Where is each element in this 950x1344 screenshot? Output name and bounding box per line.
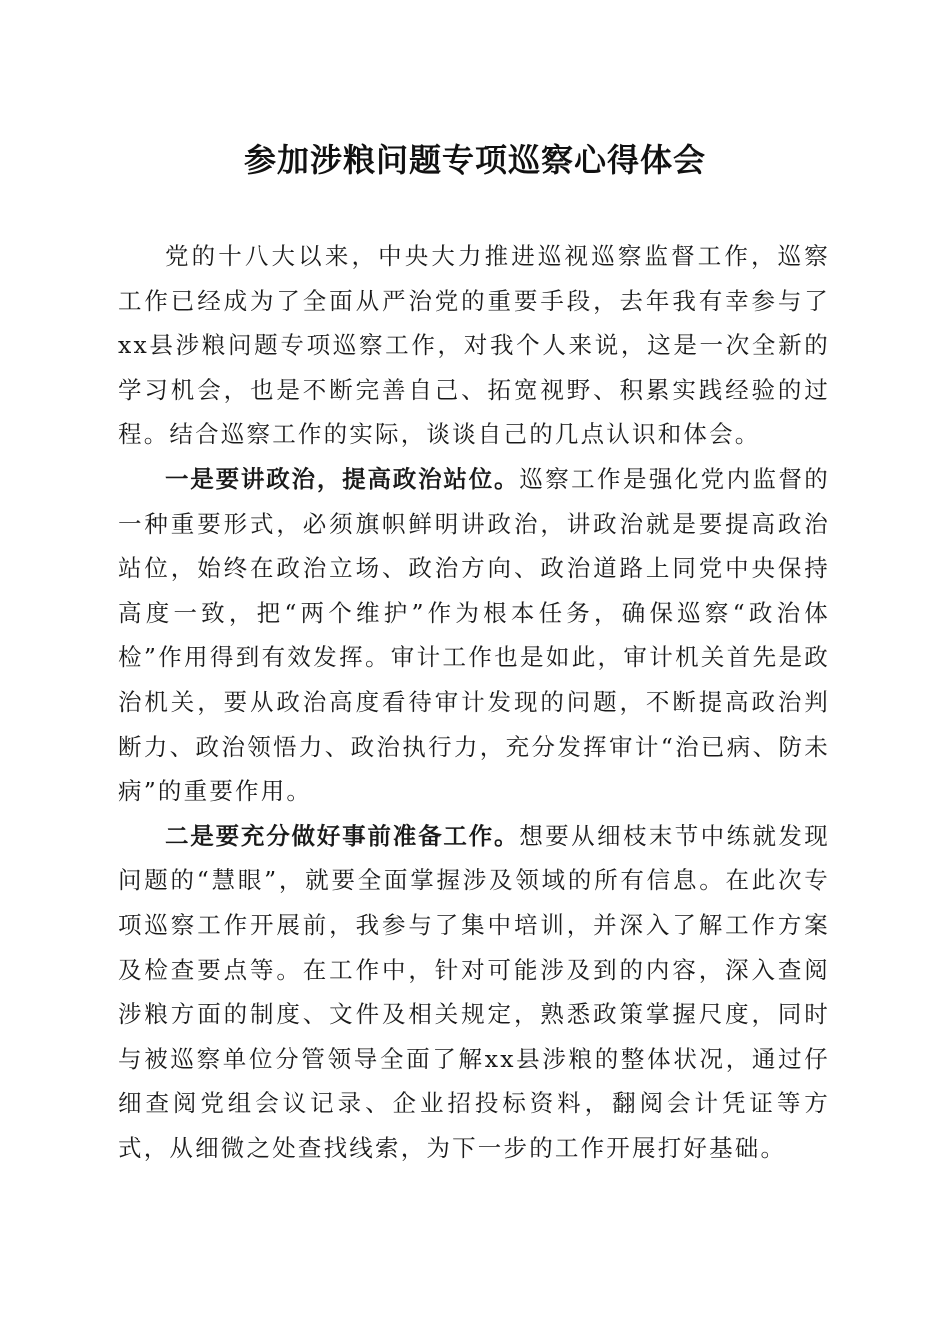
paragraph-intro — [118, 234, 830, 457]
paragraph-point-two-text: 想要从细枝末节中练就发现问题的“慧眼”，就要全面掌握涉及领域的所有信息。在此次专项巡察工作开展前，我参与了集中培训，并深入了解工作方案及检查要点等。在工作中，针对可能涉及到的内容，深入查阅涉粮方面的制度、文件及相关规定，熟悉政策掌握尺度，同时与被巡察单位分管领导全面了解xx县涉粮的整体状况，通过仔细查阅党组会议记录、企业招投标资料，翻阅会计凭证等方式，从细微之处查找线索，为下一步的工作开展打好基础。 — [118, 821, 830, 1162]
document-body — [118, 234, 830, 1170]
paragraph-point-two-heading: 二是要充分做好事前准备工作。 — [165, 821, 520, 850]
paragraph-point-one-heading: 一是要讲政治，提高政治站位。 — [165, 464, 520, 493]
document-title: 参加涉粮问题专项巡察心得体会 — [243, 141, 706, 179]
paragraph-point-one-text: 巡察工作是强化党内监督的一种重要形式，必须旗帜鲜明讲政治，讲政治就是要提高政治站位，始终在政治立场、政治方向、政治道路上同党中央保持高度一致，把“两个维护”作为根本任务，确保巡察“政治体检”作用得到有效发挥。审计工作也是如此，审计机关首先是政治机关，要从政治高度看待审计发现的问题，不断提高政治判断力、政治领悟力、政治执行力，充分发挥审计“治已病、防未病”的重要作用。 — [118, 464, 830, 806]
paragraph-point-two — [118, 814, 830, 1171]
paragraph-point-one — [118, 457, 830, 814]
paragraph-intro-text: 党的十八大以来，中央大力推进巡视巡察监督工作，巡察工作已经成为了全面从严治党的重要手段，去年我有幸参与了xx县涉粮问题专项巡察工作，对我个人来说，这是一次全新的学习机会，也是不断完善自己、拓宽视野、积累实践经验的过程。结合巡察工作的实际，谈谈自己的几点认识和体会。 — [118, 242, 830, 449]
